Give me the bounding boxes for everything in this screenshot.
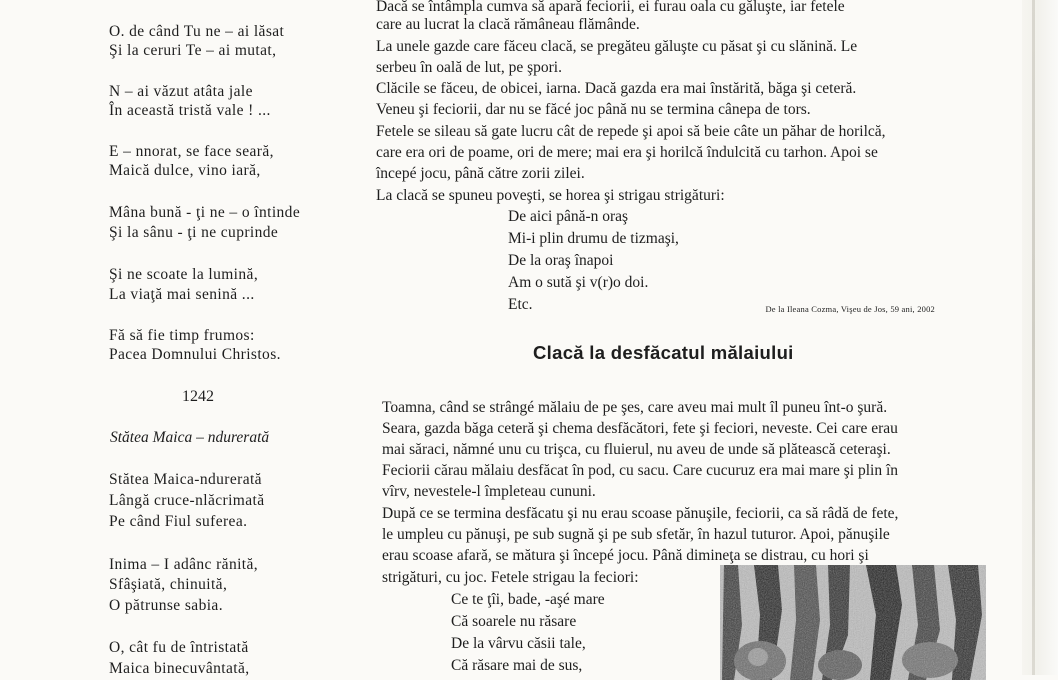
paragraph-line: Dacă se întâmpla cumva să apară feciorii, ei furau oala cu găluşte, iar fetele: [376, 0, 845, 15]
paragraph-line: Clăcile se făceu, de obicei, iarna. Dacă gazda era mai înstărită, băga şi ceteră.: [376, 80, 857, 97]
paragraph-line: La clacă se spuneu poveşti, se horea şi strigau strigături:: [376, 187, 725, 204]
paragraph-line: mai săraci, nămné unu cu trişca, cu fluierul, nu aveu de unde să plătească ceteraşi.: [382, 441, 891, 458]
paragraph-line: începé jocu, până către zorii zilei.: [376, 165, 585, 182]
verse-line: De la oraş înapoi: [508, 252, 614, 269]
paragraph-line: Seara, gazda băga ceteră şi chema desfăcători, fete şi feciori, neveste. Cei care erau: [382, 420, 898, 437]
poem-number: 1242: [182, 388, 214, 405]
verse-line: De aici până-n oraş: [508, 208, 629, 225]
poem-line: Şi la ceruri Te – ai mutat,: [109, 42, 277, 59]
poem-line: Lângă cruce-nlăcrimată: [109, 492, 265, 509]
verse-line: Că răsare mai de sus,: [451, 657, 583, 674]
paragraph-line: care au lucrat la clacă rămâneau flămânde.: [376, 16, 640, 33]
poem-line: N – ai văzut atâta jale: [109, 83, 253, 100]
verse-line: Că soarele nu răsare: [451, 613, 577, 630]
paragraph-line: După ce se termina desfăcatu şi nu erau scoase pănuşile, feciorii, ca să râdă de fete,: [382, 505, 899, 522]
paragraph-line: erau scoase afară, se mătura şi începé jocu. Până dimineţa se distrau, cu hori şi: [382, 547, 869, 564]
poem-line: Pe când Fiul suferea.: [109, 513, 248, 530]
page-edge: [1022, 0, 1058, 675]
paragraph-line: serbeu în oală de lut, pe şpori.: [376, 59, 562, 76]
poem-line: Şi ne scoate la lumină,: [109, 266, 259, 283]
poem-line: Maică dulce, vino iară,: [109, 162, 261, 179]
verse-line: Ce te ţîi, bade, -aşé mare: [451, 591, 605, 608]
paragraph-line: Toamna, când se strângé mălaiu de pe şes, care aveu mai mult îl puneu înt-o şură.: [382, 399, 888, 416]
paragraph-line: Feciorii cărau mălaiu desfăcat în pod, cu sacu. Care cucuruz era mai mare şi plin în: [382, 462, 899, 479]
paragraph-line: Veneu şi feciorii, dar nu se făcé joc până nu se termina cânepa de tors.: [376, 101, 811, 118]
poem-line: La viaţă mai senină ...: [109, 286, 255, 303]
poem-line: Pacea Domnului Christos.: [109, 346, 281, 363]
poem-line: Şi la sânu - ţi ne cuprinde: [109, 224, 279, 241]
poem-line: E – nnorat, se face seară,: [109, 143, 274, 160]
poem-line: În această tristă vale ! ...: [109, 102, 271, 119]
verse-line: Mi-i plin drumu de tizmaşi,: [508, 230, 679, 247]
poem-line: O. de când Tu ne – ai lăsat: [109, 23, 285, 40]
poem-line: Stătea Maica-ndurerată: [109, 471, 262, 488]
verse-line: Am o sută şi v(r)o doi.: [508, 274, 649, 291]
poem-line: O pătrunse sabia.: [109, 597, 223, 614]
paragraph-line: vîrv, nevestele-l împleteau cununi.: [382, 483, 596, 500]
poem-line: O, cât fu de întristată: [109, 639, 249, 656]
photograph: [720, 565, 986, 680]
verse-line: Etc.: [508, 296, 533, 313]
source-attribution: De la Ileana Cozma, Vişeu de Jos, 59 ani, 2002: [765, 304, 935, 314]
verse-line: De la vârvu căsii tale,: [451, 635, 586, 652]
paragraph-line: care era ori de poame, ori de mere; mai era şi horilcă îndulcită cu tarhon. Apoi se: [376, 144, 878, 161]
poem-title: Stătea Maica – ndurerată: [110, 429, 270, 446]
paragraph-line: La unele gazde care făceu clacă, se pregăteu găluşte cu păsat şi cu slănină. Le: [376, 38, 858, 55]
paragraph-line: strigături, cu joc. Fetele strigau la feciori:: [382, 569, 639, 586]
paragraph-line: le umpleu cu pănuşi, pe sub sugnă şi pe sub sfetăr, în hazul tuturor. Apoi, pănuşile: [382, 526, 890, 543]
poem-line: Fă să fie timp frumos:: [109, 327, 255, 344]
poem-line: Mâna bună - ţi ne – o întinde: [109, 204, 301, 221]
section-title: Clacă la desfăcatul mălaiului: [533, 342, 794, 363]
poem-line: Sfâşiată, chinuită,: [109, 576, 228, 593]
paragraph-line: Fetele se sileau să gate lucru cât de repede şi apoi să beie câte un păhar de horilcă,: [376, 123, 886, 140]
poem-line: Maica binecuvântată,: [109, 660, 250, 677]
poem-line: Inima – I adânc rănită,: [109, 556, 259, 573]
